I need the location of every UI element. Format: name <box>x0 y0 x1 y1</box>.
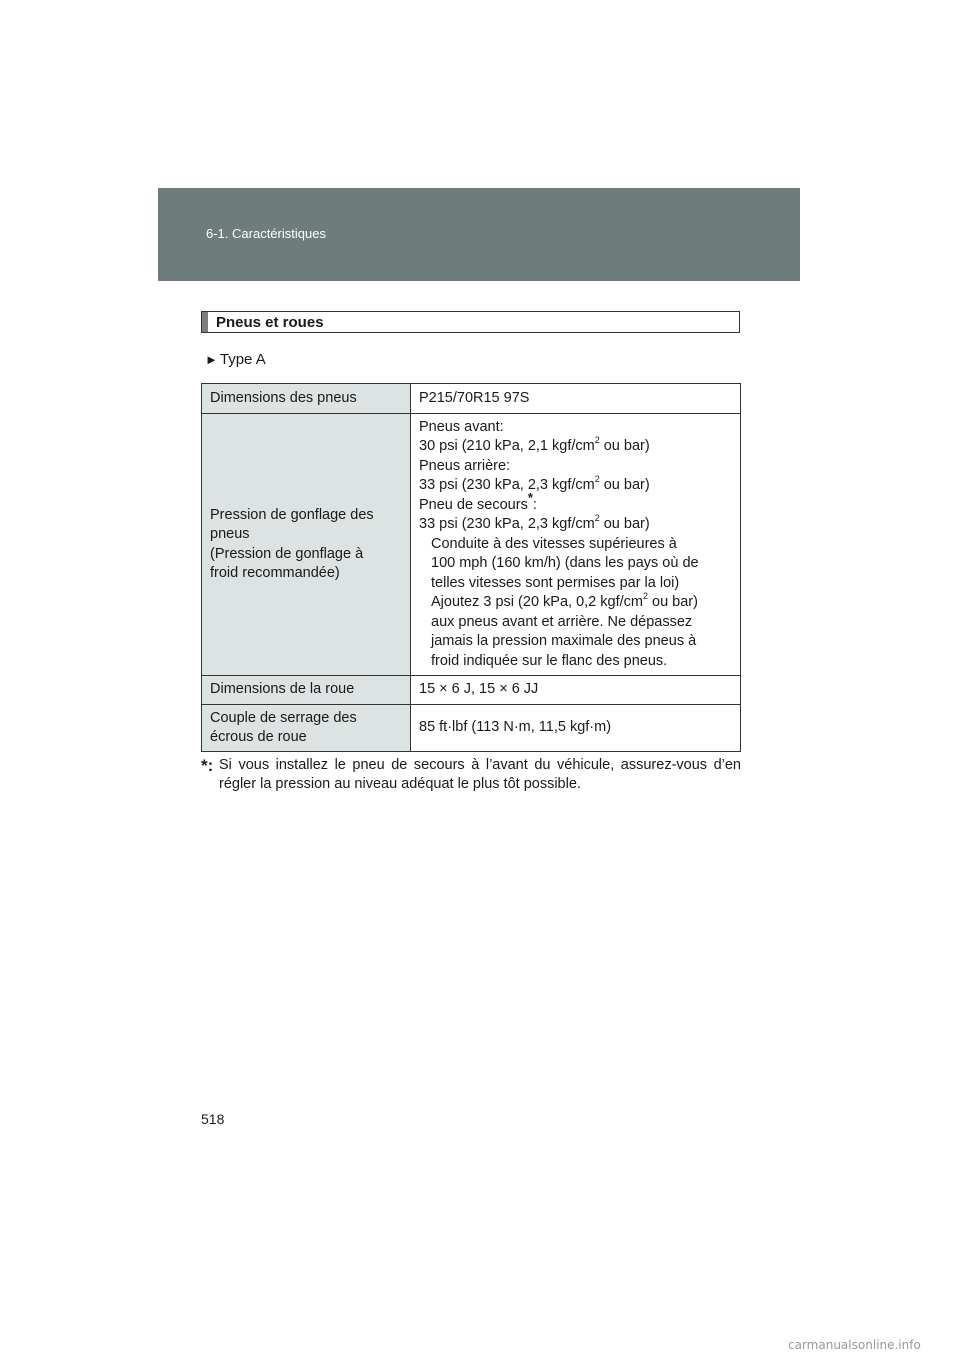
triangle-arrow-icon: ► <box>205 352 218 367</box>
footnote <box>201 756 741 794</box>
torque-label <box>202 705 411 752</box>
pressure-label-line: (Pression de gonflage à <box>210 545 364 562</box>
high-speed-note-line: aux pneus avant et arrière. Ne dépassez <box>431 613 693 630</box>
tire-size-label: Dimensions des pneus <box>202 384 411 414</box>
rear-tire-value: 33 psi (230 kPa, 2,3 kgf/$cm^2$ ou bar) <box>419 474 650 494</box>
pressure-label-line: froid recommandée) <box>210 565 340 581</box>
tire-size-value: P215/70R15 97S <box>411 384 741 414</box>
section-title-bar <box>201 311 740 333</box>
pressure-label-line: Pression de gonflage des <box>210 506 374 523</box>
type-label <box>205 351 266 368</box>
torque-label-line: écrous de roue <box>210 729 307 745</box>
front-tire-label: Pneus avant: <box>419 418 504 435</box>
footnote-text: Si vous installez le pneu de secours à l’avant du véhicule, assurez-vous d’en régler la pression au niveau adéquat le plus tôt possible. <box>219 757 741 792</box>
high-speed-note-line: jamais la pression maximale des pneus à <box>431 633 697 650</box>
table-row-wheel-size <box>202 676 741 705</box>
table-row-pressure <box>202 414 741 676</box>
footnote-marker: *: <box>201 756 214 775</box>
section-marker <box>202 312 208 332</box>
watermark-link[interactable]: carmanualsonline.info <box>788 1338 921 1352</box>
spare-tire-label: Pneu de secours*: <box>419 489 537 513</box>
high-speed-note-line: 100 mph (160 km/h) (dans les pays où de <box>431 555 699 572</box>
wheel-size-value: 15 × 6 J, 15 × 6 JJ <box>411 676 741 705</box>
type-label-text: Type A <box>219 351 266 368</box>
wheel-size-label: Dimensions de la roue <box>202 676 411 705</box>
chapter-label: 6-1. Caractéristiques <box>206 226 326 241</box>
high-speed-note-line: telles vitesses sont permises par la loi) <box>431 574 680 591</box>
front-tire-value: 30 psi (210 kPa, 2,1 kgf/$cm^2$ ou bar) <box>419 435 650 455</box>
torque-label-line: Couple de serrage des <box>210 709 357 726</box>
table-row-tire-size <box>202 384 741 414</box>
pressure-label <box>202 414 411 676</box>
pressure-label-line: pneus <box>210 526 250 542</box>
pressure-value <box>411 414 741 676</box>
spare-tire-value: 33 psi (230 kPa, 2,3 kgf/$cm^2$ ou bar) <box>419 513 650 533</box>
high-speed-add-line: Ajoutez 3 psi (20 kPa, 0,2 kgf/$cm^2$ ou bar) <box>431 591 698 611</box>
spec-table <box>201 383 741 752</box>
high-speed-note-line: froid indiquée sur le flanc des pneus. <box>431 652 668 669</box>
torque-value: 85 ft·lbf (113 N·m, 11,5 kgf·m) <box>411 705 741 752</box>
section-title: Pneus et roues <box>216 314 324 331</box>
rear-tire-label: Pneus arrière: <box>419 457 511 474</box>
table-row-torque <box>202 705 741 752</box>
page-number: 518 <box>201 1111 225 1127</box>
high-speed-note-line: Conduite à des vitesses supérieures à <box>431 535 677 552</box>
chapter-header-band <box>158 188 800 281</box>
